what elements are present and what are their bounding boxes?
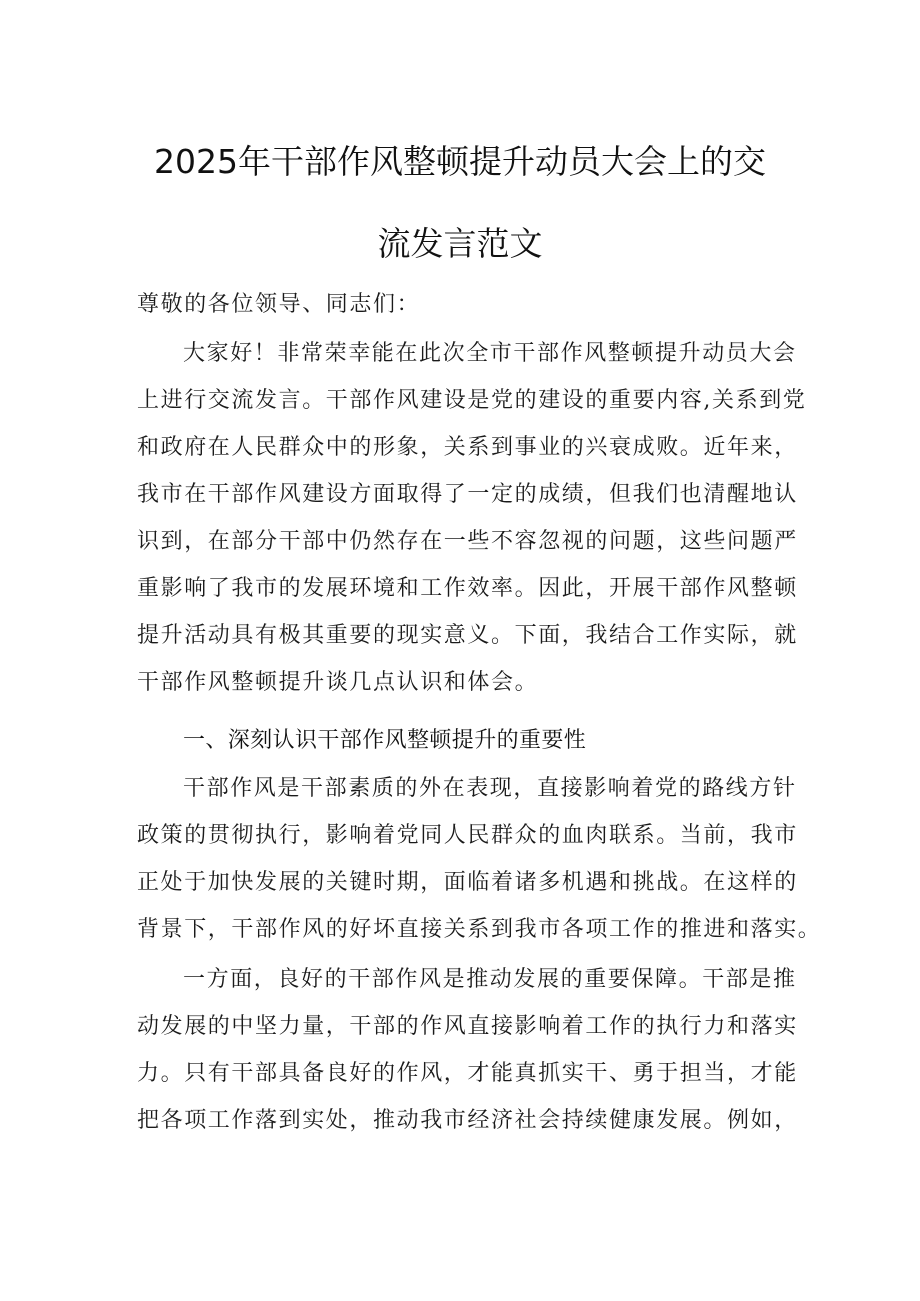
paragraph-line: 干部作风是干部素质的外在表现，直接影响着党的路线方针 [183,776,797,801]
paragraph-line: 背景下，干部作风的好坏直接关系到我市各项工作的推进和落实。 [137,917,822,942]
paragraph-line: 把各项工作落到实处，推动我市经济社会持续健康发展。例如， [137,1108,798,1133]
document-title-line-1: 2025年干部作风整顿提升动员大会上的交 [154,142,766,181]
paragraph-line: 重影响了我市的发展环境和工作效率。因此，开展干部作风整顿 [137,576,798,601]
paragraph-line: 一方面，良好的干部作风是推动发展的重要保障。干部是推 [183,967,797,992]
paragraph-line: 正处于加快发展的关键时期，面临着诸多机遇和挑战。在这样的 [137,870,798,895]
paragraph-line: 政策的贯彻执行，影响着党同人民群众的血肉联系。当前，我市 [137,823,798,848]
paragraph-line: 我市在干部作风建设方面取得了一定的成绩，但我们也清醒地认 [137,482,798,507]
paragraph-line: 识到，在部分干部中仍然存在一些不容忽视的问题，这些问题严 [137,529,798,554]
paragraph-line: 力。只有干部具备良好的作风，才能真抓实干、勇于担当，才能 [137,1061,798,1086]
salutation: 尊敬的各位领导、同志们： [137,292,421,317]
paragraph-line: 和政府在人民群众中的形象，关系到事业的兴衰成败。近年来， [137,435,798,460]
paragraph-line: 大家好！非常荣幸能在此次全市干部作风整顿提升动员大会 [183,341,797,366]
paragraph-line: 上进行交流发言。干部作风建设是党的建设的重要内容,关系到党 [137,388,807,413]
paragraph-line: 动发展的中坚力量，干部的作风直接影响着工作的执行力和落实 [137,1014,798,1039]
section-heading: 一、深刻认识干部作风整顿提升的重要性 [183,728,587,753]
document-title-line-2: 流发言范文 [377,224,543,263]
paragraph-line: 干部作风整顿提升谈几点认识和体会。 [137,670,539,695]
paragraph-line: 提升活动具有极其重要的现实意义。下面，我结合工作实际，就 [137,623,798,648]
